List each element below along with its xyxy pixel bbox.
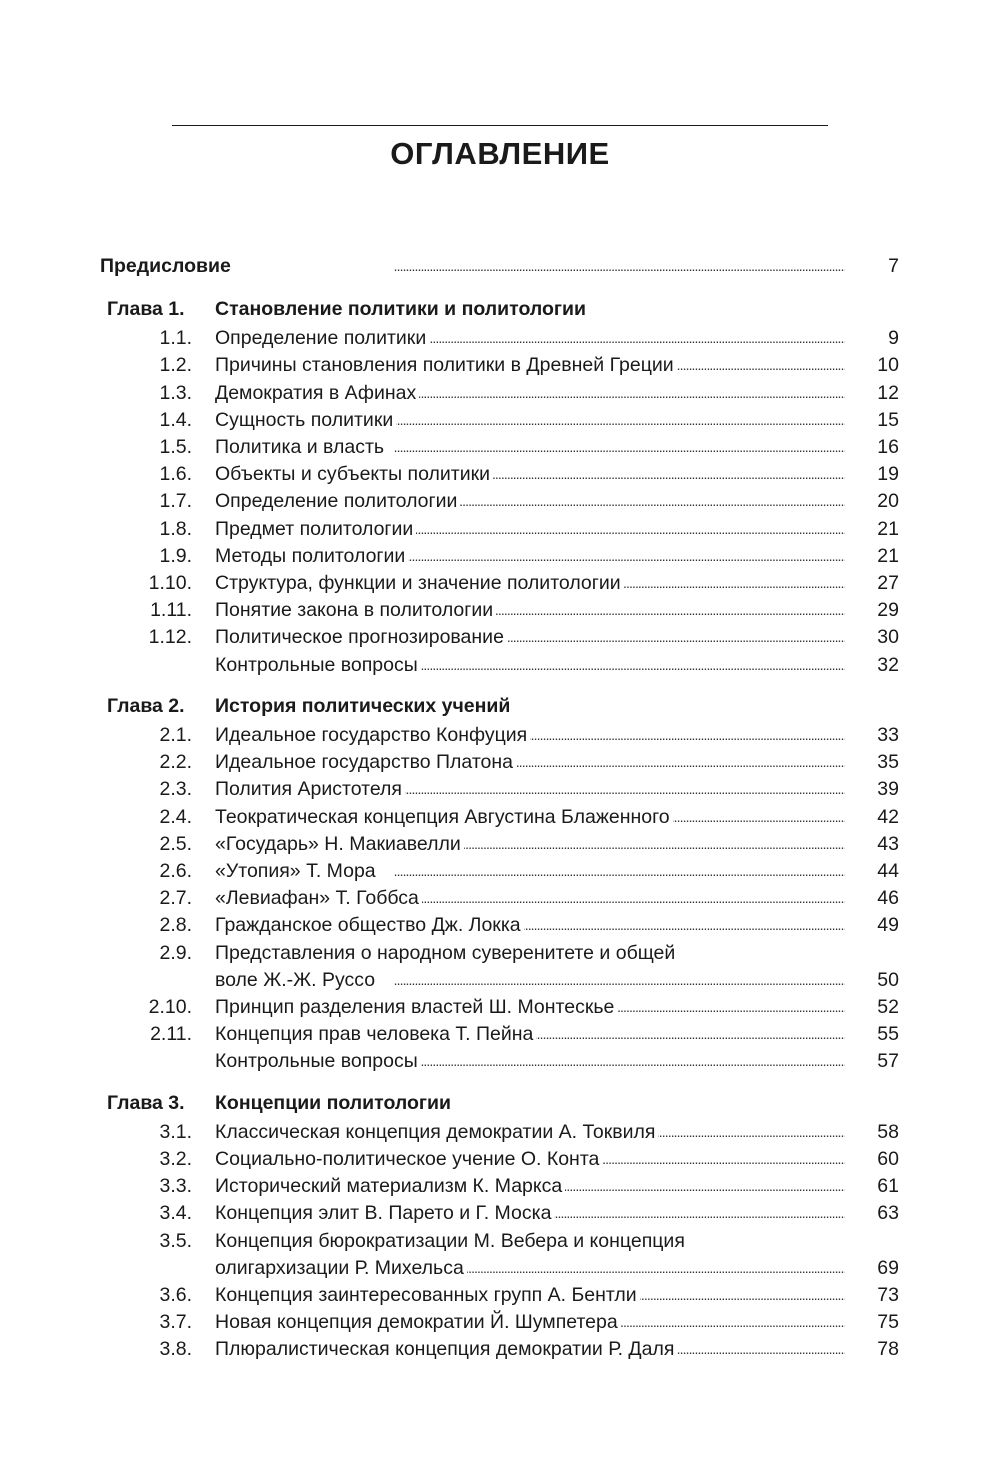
chapter-heading[interactable] [0, 296, 1000, 323]
section-number: 1.11. [150, 599, 192, 622]
section-number: 2.6. [159, 860, 192, 882]
section-title: Причины становления политики в Древней Греции [215, 354, 677, 376]
section-title: Новая концепция демократии Й. Шумпетера [215, 1311, 621, 1333]
dot-leader [215, 804, 845, 831]
section-number: 2.1. [159, 724, 192, 746]
chapter-label: Глава 3. [107, 1091, 185, 1114]
section-number: 2.9. [159, 941, 192, 964]
page-number: 61 [877, 1175, 899, 1198]
section-title: Идеальное государство Платона [215, 751, 516, 773]
dot-leader [215, 325, 845, 352]
toc-entry[interactable] [0, 722, 1000, 749]
section-number: 1.5. [159, 436, 192, 458]
toc-preface[interactable] [0, 253, 1000, 280]
section-title: Гражданское общество Дж. Локка [215, 914, 524, 936]
dot-leader [215, 407, 845, 434]
section-title: Концепция элит В. Парето и Г. Моска [215, 1202, 554, 1224]
page-number: 20 [877, 490, 899, 513]
dot-leader [215, 1282, 845, 1309]
section-number: 1.8. [159, 517, 192, 540]
page-number: 44 [877, 860, 899, 882]
section-number: 2.11. [150, 1023, 192, 1046]
page-number: 29 [877, 599, 899, 622]
toc-entry[interactable] [0, 570, 1000, 597]
section-number: 1.7. [159, 490, 192, 513]
section-title: Определение политики [215, 327, 429, 349]
section-title-continued: воле Ж.-Ж. Руссо [215, 969, 378, 991]
page-number: 9 [888, 327, 899, 350]
preface-label: Предисловие [100, 255, 234, 277]
dot-leader [215, 1119, 845, 1146]
page-number: 16 [877, 436, 899, 458]
section-title: Полития Аристотеля [215, 778, 405, 800]
section-number: 2.7. [159, 887, 192, 910]
dot-leader [215, 749, 845, 776]
toc-entry-continuation[interactable] [0, 1255, 1000, 1282]
section-number: 3.6. [159, 1284, 192, 1306]
dot-leader [215, 967, 845, 994]
chapter-heading[interactable] [0, 1090, 1000, 1117]
section-number: 2.3. [159, 778, 192, 801]
page-number: 32 [877, 653, 899, 676]
toc-entry[interactable] [0, 1309, 1000, 1336]
section-title: Идеальное государство Конфуция [215, 724, 530, 746]
chapter-label: Глава 1. [107, 298, 185, 320]
section-title: Сущность политики [215, 409, 396, 431]
dot-leader [215, 1173, 845, 1200]
toc-entry[interactable] [0, 652, 1000, 679]
toc-entry[interactable] [0, 912, 1000, 939]
toc-entry[interactable] [0, 1336, 1000, 1363]
toc-entry[interactable] [0, 352, 1000, 379]
section-title: Контрольные вопросы [215, 1050, 421, 1072]
dot-leader [215, 885, 845, 912]
dot-leader [215, 488, 845, 515]
toc-entry[interactable] [0, 597, 1000, 624]
section-title: Принцип разделения властей Ш. Монтескье [215, 996, 617, 1018]
page-number: 69 [877, 1256, 899, 1279]
section-title: «Левиафан» Т. Гоббса [215, 887, 422, 909]
toc-entry[interactable] [0, 434, 1000, 461]
toc-entry[interactable] [0, 804, 1000, 831]
section-title: Предмет политологии [215, 518, 416, 540]
dot-leader [215, 516, 845, 543]
section-number: 3.2. [159, 1148, 192, 1170]
toc-entry[interactable] [0, 831, 1000, 858]
dot-leader [215, 776, 845, 803]
section-title: Социально-политическое учение О. Конта [215, 1148, 602, 1170]
toc-entry[interactable] [0, 776, 1000, 803]
dot-leader [215, 1336, 845, 1363]
chapter-title: Концепции политологии [215, 1091, 452, 1114]
section-title: Классическая концепция демократии А. Токвиля [215, 1121, 658, 1143]
dot-leader [215, 1309, 845, 1336]
toc-entry[interactable] [0, 488, 1000, 515]
page-number: 49 [877, 914, 899, 937]
dot-leader [215, 994, 845, 1021]
section-title: Концепция заинтересованных групп А. Бентли [215, 1284, 640, 1306]
dot-leader [215, 380, 845, 407]
section-number: 2.4. [159, 805, 192, 828]
section-number: 1.3. [159, 381, 192, 404]
dot-leader [215, 570, 845, 597]
section-title-continued: олигархизации Р. Михельса [215, 1257, 467, 1279]
page-number: 30 [877, 626, 899, 649]
section-number: 1.6. [159, 463, 192, 486]
section-title: Плюралистическая концепция демократии Р. Даля [215, 1338, 677, 1360]
dot-leader [215, 1255, 845, 1282]
section-title: Теократическая концепция Августина Блаженного [215, 806, 673, 828]
section-number: 1.9. [159, 544, 192, 567]
toc-entry[interactable] [0, 858, 1000, 885]
dot-leader [215, 543, 845, 570]
section-number: 3.5. [159, 1229, 192, 1252]
toc-entry[interactable] [0, 1146, 1000, 1173]
dot-leader [215, 624, 845, 651]
toc-entry[interactable] [0, 1282, 1000, 1309]
chapter-title: История политических учений [215, 694, 511, 717]
toc-entry[interactable] [0, 749, 1000, 776]
page-number: 10 [877, 354, 899, 377]
page-number: 19 [877, 463, 899, 486]
section-title: Концепция бюрократизации М. Вебера и концепция [215, 1229, 685, 1252]
dot-leader [215, 722, 845, 749]
section-title: Структура, функции и значение политологии [215, 572, 624, 594]
section-title: Определение политологии [215, 490, 460, 512]
page-number: 21 [877, 517, 899, 540]
chapter-heading[interactable] [0, 693, 1000, 720]
section-number: 2.2. [159, 751, 192, 774]
toc-entry[interactable] [0, 1228, 1000, 1255]
dot-leader [215, 1021, 845, 1048]
toc-entry-continuation[interactable] [0, 967, 1000, 994]
page-number: 46 [877, 887, 899, 910]
section-number: 3.7. [159, 1311, 192, 1334]
section-number: 1.10. [148, 572, 192, 594]
section-number: 1.12. [148, 626, 192, 649]
section-number: 1.4. [159, 408, 192, 431]
page-number: 75 [877, 1311, 899, 1334]
dot-leader [215, 831, 845, 858]
page-number: 55 [877, 1023, 899, 1046]
page-number: 63 [877, 1202, 899, 1225]
section-title: Политическое прогнозирование [215, 626, 507, 648]
page-number: 35 [877, 751, 899, 774]
section-number: 3.4. [159, 1202, 192, 1225]
page-number: 27 [877, 572, 899, 594]
preface-leader [100, 253, 845, 280]
section-title: «Утопия» Т. Мора [215, 860, 379, 882]
toc-entry[interactable] [0, 1200, 1000, 1227]
section-title: Контрольные вопросы [215, 654, 421, 676]
toc-entry[interactable] [0, 994, 1000, 1021]
chapter-title: Становление политики и политологии [215, 298, 587, 320]
section-title: Методы политологии [215, 545, 408, 567]
section-number: 1.1. [159, 327, 192, 350]
section-title: Демократия в Афинах [215, 382, 419, 404]
page-number: 57 [877, 1050, 899, 1073]
page-number: 50 [877, 968, 899, 991]
toc-entry[interactable] [0, 1173, 1000, 1200]
section-title: Объекты и субъекты политики [215, 463, 493, 485]
page-number: 21 [877, 544, 899, 567]
page-number: 60 [877, 1148, 899, 1170]
section-number: 2.10. [148, 996, 192, 1018]
toc-entry[interactable] [0, 1021, 1000, 1048]
dot-leader [215, 912, 845, 939]
page-number: 58 [877, 1120, 899, 1143]
page-number: 43 [877, 832, 899, 855]
toc-entry[interactable] [0, 516, 1000, 543]
dot-leader [215, 1048, 845, 1075]
section-title: Концепция прав человека Т. Пейна [215, 1023, 536, 1045]
toc-entry[interactable] [0, 624, 1000, 651]
page-number: 52 [877, 996, 899, 1018]
page-number: 12 [877, 381, 899, 404]
toc-entry[interactable] [0, 380, 1000, 407]
page-number: 33 [877, 724, 899, 746]
page-number: 73 [877, 1284, 899, 1306]
dot-leader [215, 352, 845, 379]
toc-entry[interactable] [0, 407, 1000, 434]
dot-leader [215, 434, 845, 461]
section-number: 2.5. [159, 832, 192, 855]
page-number: 78 [877, 1338, 899, 1361]
section-title: «Государь» Н. Макиавелли [215, 833, 464, 855]
section-title: Представления о народном суверенитете и общей [215, 941, 676, 964]
dot-leader [215, 858, 845, 885]
dot-leader [215, 597, 845, 624]
toc-entry[interactable] [0, 940, 1000, 967]
toc-entry[interactable] [0, 543, 1000, 570]
section-number: 3.3. [159, 1175, 192, 1198]
dot-leader [215, 461, 845, 488]
title-rule [172, 125, 828, 126]
preface-page: 7 [888, 255, 899, 277]
dot-leader [215, 1146, 845, 1173]
toc-entry[interactable] [0, 885, 1000, 912]
page-number: 42 [877, 805, 899, 828]
section-number: 3.8. [159, 1338, 192, 1361]
page-number: 39 [877, 778, 899, 801]
page-number: 15 [877, 408, 899, 431]
chapter-label: Глава 2. [107, 694, 185, 717]
section-title: Понятие закона в политологии [215, 599, 496, 621]
page-title: ОГЛАВЛЕНИЕ [390, 136, 610, 171]
toc-entry[interactable] [0, 461, 1000, 488]
section-number: 2.8. [159, 914, 192, 937]
toc-entry[interactable] [0, 1048, 1000, 1075]
dot-leader [215, 652, 845, 679]
toc-entry[interactable] [0, 1119, 1000, 1146]
dot-leader [215, 1200, 845, 1227]
section-number: 1.2. [159, 354, 192, 377]
section-title: Политика и власть [215, 436, 387, 458]
section-title: Исторический материализм К. Маркса [215, 1175, 565, 1197]
section-number: 3.1. [159, 1120, 192, 1143]
toc-entry[interactable] [0, 325, 1000, 352]
